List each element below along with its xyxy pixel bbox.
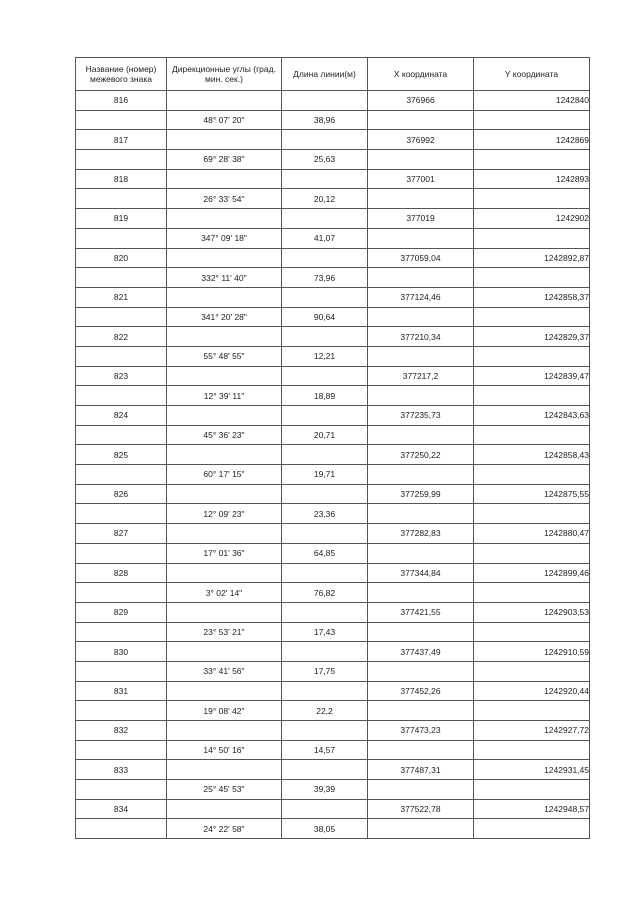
cell-x: 377437,49 bbox=[368, 642, 474, 662]
cell-angle bbox=[167, 130, 282, 150]
cell-angle bbox=[167, 406, 282, 426]
cell-angle: 25° 45' 53" bbox=[167, 780, 282, 800]
cell-length: 38,05 bbox=[282, 819, 368, 839]
cell-length bbox=[282, 642, 368, 662]
cell-y: 1242880,47 bbox=[474, 524, 590, 544]
cell-x: 377282,83 bbox=[368, 524, 474, 544]
table-row bbox=[76, 681, 590, 701]
cell-angle: 12° 09' 23" bbox=[167, 504, 282, 524]
cell-x: 377059,04 bbox=[368, 248, 474, 268]
cell-length bbox=[282, 563, 368, 583]
cell-x bbox=[368, 583, 474, 603]
table-row bbox=[76, 543, 590, 563]
cell-y bbox=[474, 307, 590, 327]
cell-y: 1242869 bbox=[474, 130, 590, 150]
table-row bbox=[76, 110, 590, 130]
table-row bbox=[76, 484, 590, 504]
cell-angle bbox=[167, 524, 282, 544]
cell-y bbox=[474, 425, 590, 445]
cell-length: 76,82 bbox=[282, 583, 368, 603]
cell-y: 1242927,72 bbox=[474, 721, 590, 741]
cell-x bbox=[368, 268, 474, 288]
table-row bbox=[76, 721, 590, 741]
cell-name: 827 bbox=[76, 524, 167, 544]
cell-x bbox=[368, 701, 474, 721]
table-row bbox=[76, 701, 590, 721]
cell-name: 823 bbox=[76, 366, 167, 386]
cell-y: 1242893 bbox=[474, 169, 590, 189]
cell-x bbox=[368, 425, 474, 445]
cell-name bbox=[76, 543, 167, 563]
cell-name bbox=[76, 307, 167, 327]
cell-length: 12,21 bbox=[282, 346, 368, 366]
cell-name: 821 bbox=[76, 287, 167, 307]
cell-angle: 19° 08' 42" bbox=[167, 701, 282, 721]
table-row bbox=[76, 169, 590, 189]
cell-length: 17,43 bbox=[282, 622, 368, 642]
cell-y: 1242858,43 bbox=[474, 445, 590, 465]
cell-name: 831 bbox=[76, 681, 167, 701]
cell-angle bbox=[167, 366, 282, 386]
cell-x bbox=[368, 346, 474, 366]
cell-length: 17,75 bbox=[282, 661, 368, 681]
cell-x bbox=[368, 740, 474, 760]
table-row bbox=[76, 386, 590, 406]
cell-x bbox=[368, 110, 474, 130]
cell-name bbox=[76, 189, 167, 209]
table-row bbox=[76, 189, 590, 209]
cell-x: 377452,26 bbox=[368, 681, 474, 701]
cell-angle: 12° 39' 11" bbox=[167, 386, 282, 406]
cell-x bbox=[368, 504, 474, 524]
cell-length bbox=[282, 327, 368, 347]
cell-y bbox=[474, 228, 590, 248]
cell-angle: 23° 53' 21" bbox=[167, 622, 282, 642]
cell-name bbox=[76, 425, 167, 445]
cell-name: 833 bbox=[76, 760, 167, 780]
cell-angle: 60° 17' 15" bbox=[167, 465, 282, 485]
cell-length: 22,2 bbox=[282, 701, 368, 721]
cell-y: 1242892,87 bbox=[474, 248, 590, 268]
cell-angle bbox=[167, 799, 282, 819]
header-x: X координата bbox=[368, 58, 474, 91]
cell-y: 1242858,37 bbox=[474, 287, 590, 307]
cell-angle bbox=[167, 563, 282, 583]
cell-y bbox=[474, 701, 590, 721]
header-name: Название (номер) межевого знака bbox=[76, 58, 167, 91]
cell-x bbox=[368, 661, 474, 681]
cell-name bbox=[76, 346, 167, 366]
cell-y: 1242910,59 bbox=[474, 642, 590, 662]
cell-name: 817 bbox=[76, 130, 167, 150]
cell-length: 73,96 bbox=[282, 268, 368, 288]
cell-angle: 17° 01' 36" bbox=[167, 543, 282, 563]
cell-x: 377487,31 bbox=[368, 760, 474, 780]
cell-name: 822 bbox=[76, 327, 167, 347]
table-row bbox=[76, 504, 590, 524]
cell-angle bbox=[167, 209, 282, 229]
cell-y: 1242903,53 bbox=[474, 602, 590, 622]
cell-name: 824 bbox=[76, 406, 167, 426]
cell-length: 39,39 bbox=[282, 780, 368, 800]
cell-x: 377210,34 bbox=[368, 327, 474, 347]
cell-x bbox=[368, 150, 474, 170]
cell-angle: 69° 28' 38" bbox=[167, 150, 282, 170]
cell-length bbox=[282, 366, 368, 386]
cell-length bbox=[282, 130, 368, 150]
cell-angle bbox=[167, 248, 282, 268]
cell-length bbox=[282, 91, 368, 111]
cell-name: 832 bbox=[76, 721, 167, 741]
cell-angle: 33° 41' 56" bbox=[167, 661, 282, 681]
cell-y bbox=[474, 622, 590, 642]
cell-x bbox=[368, 819, 474, 839]
table-row bbox=[76, 622, 590, 642]
cell-length bbox=[282, 760, 368, 780]
cell-y bbox=[474, 150, 590, 170]
cell-angle bbox=[167, 721, 282, 741]
cell-y: 1242843,63 bbox=[474, 406, 590, 426]
cell-name: 830 bbox=[76, 642, 167, 662]
table-row bbox=[76, 819, 590, 839]
cell-length: 38,96 bbox=[282, 110, 368, 130]
cell-x: 377001 bbox=[368, 169, 474, 189]
cell-length: 20,12 bbox=[282, 189, 368, 209]
cell-angle bbox=[167, 287, 282, 307]
cell-name: 834 bbox=[76, 799, 167, 819]
table-row bbox=[76, 425, 590, 445]
table-row bbox=[76, 661, 590, 681]
cell-angle bbox=[167, 91, 282, 111]
table-row bbox=[76, 563, 590, 583]
cell-name bbox=[76, 268, 167, 288]
cell-name: 829 bbox=[76, 602, 167, 622]
cell-angle bbox=[167, 484, 282, 504]
table-row bbox=[76, 760, 590, 780]
cell-length: 18,89 bbox=[282, 386, 368, 406]
table-row bbox=[76, 780, 590, 800]
table-row bbox=[76, 287, 590, 307]
table-row bbox=[76, 406, 590, 426]
cell-y: 1242920,44 bbox=[474, 681, 590, 701]
cell-length: 25,63 bbox=[282, 150, 368, 170]
cell-angle: 45° 36' 23" bbox=[167, 425, 282, 445]
cell-length: 19,71 bbox=[282, 465, 368, 485]
table-row bbox=[76, 130, 590, 150]
cell-angle bbox=[167, 681, 282, 701]
cell-angle bbox=[167, 760, 282, 780]
cell-y: 1242948,57 bbox=[474, 799, 590, 819]
table-row bbox=[76, 465, 590, 485]
cell-x: 377344,84 bbox=[368, 563, 474, 583]
cell-y bbox=[474, 661, 590, 681]
cell-name: 818 bbox=[76, 169, 167, 189]
cell-y bbox=[474, 543, 590, 563]
cell-x: 377259,99 bbox=[368, 484, 474, 504]
table-row bbox=[76, 740, 590, 760]
cell-length: 64,85 bbox=[282, 543, 368, 563]
cell-angle: 48° 07' 20" bbox=[167, 110, 282, 130]
cell-angle: 14° 50' 16" bbox=[167, 740, 282, 760]
header-y: Y координата bbox=[474, 58, 590, 91]
header-angle: Дирекционные углы (град. мин. сек.) bbox=[167, 58, 282, 91]
cell-y bbox=[474, 268, 590, 288]
cell-name: 819 bbox=[76, 209, 167, 229]
cell-y: 1242875,55 bbox=[474, 484, 590, 504]
cell-name bbox=[76, 583, 167, 603]
cell-name bbox=[76, 150, 167, 170]
cell-angle: 332° 11' 40" bbox=[167, 268, 282, 288]
table-row bbox=[76, 524, 590, 544]
cell-x bbox=[368, 780, 474, 800]
cell-x: 376992 bbox=[368, 130, 474, 150]
cell-length bbox=[282, 209, 368, 229]
table-header bbox=[76, 58, 590, 91]
cell-length: 90,64 bbox=[282, 307, 368, 327]
cell-x: 377250,22 bbox=[368, 445, 474, 465]
cell-angle: 24° 22' 58" bbox=[167, 819, 282, 839]
cell-y bbox=[474, 465, 590, 485]
cell-name bbox=[76, 780, 167, 800]
cell-y bbox=[474, 110, 590, 130]
table-body bbox=[76, 91, 590, 839]
cell-length bbox=[282, 602, 368, 622]
cell-x bbox=[368, 228, 474, 248]
table-row bbox=[76, 327, 590, 347]
cell-y: 1242899,46 bbox=[474, 563, 590, 583]
table-row bbox=[76, 268, 590, 288]
cell-y bbox=[474, 583, 590, 603]
cell-x bbox=[368, 386, 474, 406]
cell-x: 377421,55 bbox=[368, 602, 474, 622]
cell-name: 820 bbox=[76, 248, 167, 268]
cell-x bbox=[368, 307, 474, 327]
table-row bbox=[76, 150, 590, 170]
cell-length: 23,36 bbox=[282, 504, 368, 524]
cell-name bbox=[76, 504, 167, 524]
cell-name bbox=[76, 110, 167, 130]
cell-x: 377019 bbox=[368, 209, 474, 229]
cell-length bbox=[282, 799, 368, 819]
cell-name bbox=[76, 819, 167, 839]
table-row bbox=[76, 307, 590, 327]
cell-length bbox=[282, 287, 368, 307]
cell-y bbox=[474, 189, 590, 209]
cell-angle bbox=[167, 642, 282, 662]
cell-length bbox=[282, 169, 368, 189]
cell-length bbox=[282, 445, 368, 465]
cell-y: 1242931,45 bbox=[474, 760, 590, 780]
cell-x bbox=[368, 543, 474, 563]
table-row bbox=[76, 346, 590, 366]
table-row bbox=[76, 642, 590, 662]
cell-name bbox=[76, 701, 167, 721]
cell-x bbox=[368, 189, 474, 209]
cell-angle bbox=[167, 327, 282, 347]
cell-x: 377124,46 bbox=[368, 287, 474, 307]
cell-y: 1242829,37 bbox=[474, 327, 590, 347]
cell-angle: 3° 02' 14" bbox=[167, 583, 282, 603]
cell-name bbox=[76, 661, 167, 681]
cell-angle: 341° 20' 28" bbox=[167, 307, 282, 327]
cell-y bbox=[474, 504, 590, 524]
cell-angle bbox=[167, 169, 282, 189]
table-row bbox=[76, 602, 590, 622]
cell-name bbox=[76, 622, 167, 642]
cell-x bbox=[368, 465, 474, 485]
coordinates-table bbox=[75, 57, 590, 839]
cell-length: 20,71 bbox=[282, 425, 368, 445]
cell-name: 816 bbox=[76, 91, 167, 111]
cell-length bbox=[282, 681, 368, 701]
cell-angle: 347° 09' 18" bbox=[167, 228, 282, 248]
cell-name: 826 bbox=[76, 484, 167, 504]
cell-length bbox=[282, 524, 368, 544]
cell-length bbox=[282, 248, 368, 268]
cell-y bbox=[474, 780, 590, 800]
cell-length bbox=[282, 721, 368, 741]
cell-name: 825 bbox=[76, 445, 167, 465]
cell-length bbox=[282, 406, 368, 426]
cell-length: 14,57 bbox=[282, 740, 368, 760]
cell-name bbox=[76, 740, 167, 760]
cell-length: 41,07 bbox=[282, 228, 368, 248]
cell-angle: 26° 33' 54" bbox=[167, 189, 282, 209]
table-row bbox=[76, 209, 590, 229]
cell-y bbox=[474, 819, 590, 839]
cell-x: 377473,23 bbox=[368, 721, 474, 741]
table-row bbox=[76, 91, 590, 111]
cell-x: 377217,2 bbox=[368, 366, 474, 386]
header-length: Длина линии(м) bbox=[282, 58, 368, 91]
cell-length bbox=[282, 484, 368, 504]
table-row bbox=[76, 248, 590, 268]
cell-y: 1242839,47 bbox=[474, 366, 590, 386]
table-row bbox=[76, 228, 590, 248]
cell-y bbox=[474, 386, 590, 406]
cell-angle bbox=[167, 602, 282, 622]
cell-angle bbox=[167, 445, 282, 465]
cell-name bbox=[76, 386, 167, 406]
table-row bbox=[76, 583, 590, 603]
cell-name: 828 bbox=[76, 563, 167, 583]
cell-y bbox=[474, 346, 590, 366]
cell-y: 1242902 bbox=[474, 209, 590, 229]
cell-y bbox=[474, 740, 590, 760]
cell-y: 1242840 bbox=[474, 91, 590, 111]
cell-x: 377522,78 bbox=[368, 799, 474, 819]
cell-x bbox=[368, 622, 474, 642]
header-row bbox=[76, 58, 590, 91]
cell-x: 376966 bbox=[368, 91, 474, 111]
table-row bbox=[76, 445, 590, 465]
cell-angle: 55° 48' 55" bbox=[167, 346, 282, 366]
cell-x: 377235,73 bbox=[368, 406, 474, 426]
table-row bbox=[76, 799, 590, 819]
table-row bbox=[76, 366, 590, 386]
cell-name bbox=[76, 465, 167, 485]
cell-name bbox=[76, 228, 167, 248]
